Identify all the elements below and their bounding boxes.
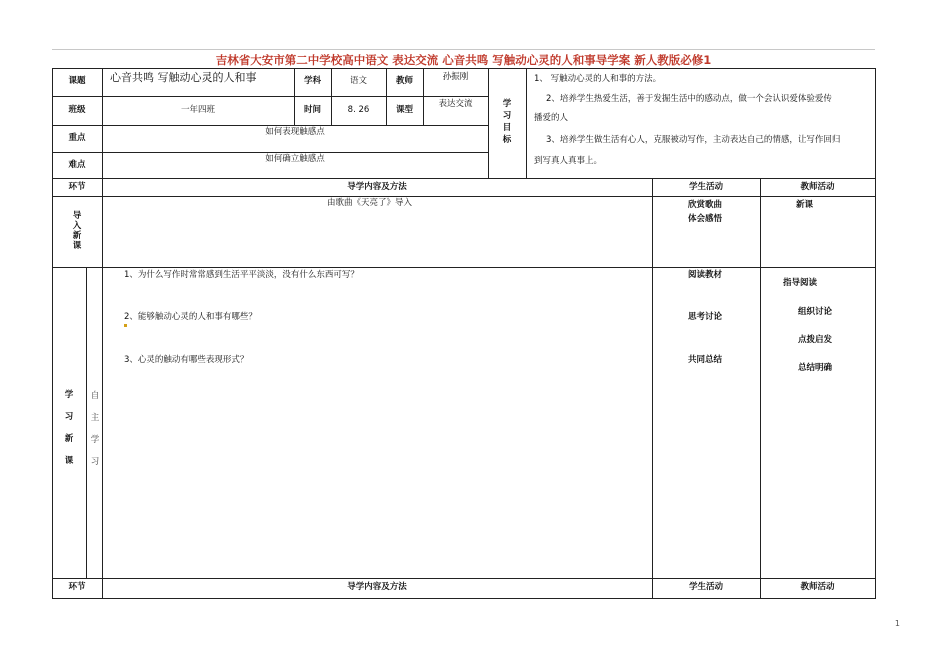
class-value: 一年四班 bbox=[180, 105, 215, 115]
time-value: 8. 26 bbox=[347, 105, 370, 115]
intro-content: 由歌曲《天亮了》导入 bbox=[327, 198, 413, 208]
col-content: 导学内容及方法 bbox=[347, 182, 407, 192]
goal-line-4: 3、培养学生做生活有心人，克服被动写作，主动表达自己的情感，让写作回归 bbox=[546, 135, 841, 145]
intro-student-1: 欣赏歌曲 bbox=[688, 200, 723, 210]
learn-teacher-1: 指导阅读 bbox=[783, 278, 818, 288]
learn-teacher-2: 组织讨论 bbox=[798, 307, 833, 317]
topic-label: 课题 bbox=[68, 76, 86, 86]
teacher-value: 孙振刚 bbox=[442, 72, 469, 82]
type-label: 课型 bbox=[395, 105, 413, 115]
goal-line-3: 播爱的人 bbox=[534, 113, 569, 123]
learn-student-3: 共同总结 bbox=[688, 355, 723, 365]
col-section: 环节 bbox=[68, 182, 86, 192]
document-title: 吉林省大安市第二中学校高中语文 表达交流 心音共鸣 写触动心灵的人和事导学案 新人教版必修1 bbox=[215, 53, 712, 67]
question-3: 3、心灵的触动有哪些表现形式？ bbox=[124, 355, 249, 365]
goal-line-5: 到写真人真事上。 bbox=[534, 156, 603, 166]
learn-student-2: 思考讨论 bbox=[688, 312, 723, 322]
intro-label: 导入新课 bbox=[72, 211, 82, 251]
annotation-mark bbox=[124, 324, 127, 327]
topic-value: 心音共鸣 写触动心灵的人和事 bbox=[110, 71, 257, 84]
difficulty-value: 如何确立触感点 bbox=[265, 154, 325, 164]
footer-col-section: 环节 bbox=[68, 582, 86, 592]
intro-teacher: 新课 bbox=[796, 200, 814, 210]
goal-line-2: 2、培养学生热爱生活，善于发掘生活中的感动点，做一个会认识爱体验爱传 bbox=[546, 94, 832, 104]
footer-col-content: 导学内容及方法 bbox=[347, 582, 407, 592]
intro-student-2: 体会感悟 bbox=[688, 214, 723, 224]
time-label: 时间 bbox=[303, 105, 321, 115]
question-2: 2、能够触动心灵的人和事有哪些？ bbox=[124, 312, 257, 322]
learn-teacher-3: 点拨启发 bbox=[798, 335, 833, 345]
page-number: 1 bbox=[894, 619, 900, 628]
goals-label: 学习目标 bbox=[502, 99, 512, 145]
learn-student-1: 阅读教材 bbox=[688, 270, 723, 280]
goal-line-1: 1、 写触动心灵的人和事的方法。 bbox=[534, 74, 662, 84]
learn-sublabel: 自主学习 bbox=[90, 391, 100, 467]
top-rule bbox=[52, 49, 875, 50]
key-value: 如何表现触感点 bbox=[265, 127, 325, 137]
question-1: 1、为什么写作时常常感到生活平平淡淡，没有什么东西可写？ bbox=[124, 270, 359, 280]
difficulty-label: 难点 bbox=[68, 160, 86, 170]
learn-teacher-4: 总结明确 bbox=[798, 363, 833, 373]
col-teacher: 教师活动 bbox=[800, 182, 835, 192]
learn-label: 学习新课 bbox=[64, 390, 74, 466]
footer-col-teacher: 教师活动 bbox=[800, 582, 835, 592]
footer-col-student: 学生活动 bbox=[688, 582, 723, 592]
key-label: 重点 bbox=[68, 133, 86, 143]
subject-value: 语文 bbox=[349, 76, 367, 86]
teacher-label: 教师 bbox=[395, 76, 413, 86]
type-value: 表达交流 bbox=[438, 99, 473, 109]
subject-label: 学科 bbox=[303, 76, 321, 86]
class-label: 班级 bbox=[68, 105, 86, 115]
col-student: 学生活动 bbox=[688, 182, 723, 192]
